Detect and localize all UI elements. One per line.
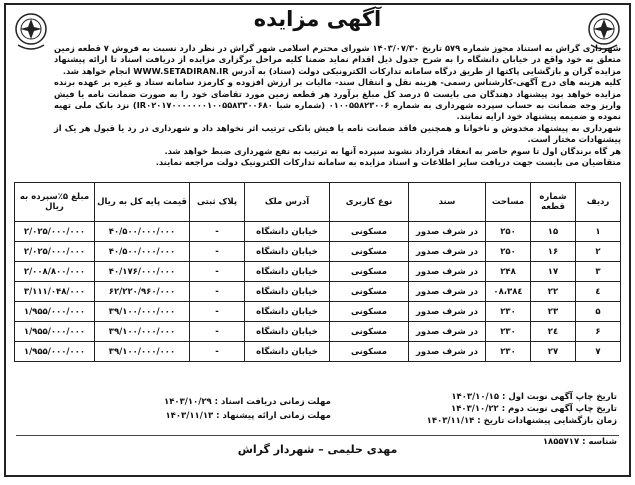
table-cell: - bbox=[190, 242, 245, 262]
table-cell: ۲/۰۲۵/۰۰۰/۰۰۰ bbox=[15, 242, 95, 262]
table-cell: ۱/۹۵۵/۰۰۰/۰۰۰ bbox=[15, 302, 95, 322]
table-cell: در شرف صدور bbox=[409, 342, 486, 362]
table-cell: ۲/۰۰۸/۸۰۰/۰۰۰ bbox=[15, 262, 95, 282]
land-parcels-table bbox=[14, 182, 621, 362]
table-cell: ۳ bbox=[576, 262, 621, 282]
table-cell: خیابان دانشگاه bbox=[245, 242, 330, 262]
table-cell: خیابان دانشگاه bbox=[245, 262, 330, 282]
table-cell: ۶۲/۲۲۰/۹۶۰/۰۰۰ bbox=[95, 282, 190, 302]
table-cell: ۲۳۰ bbox=[486, 302, 531, 322]
table-cell: ۵ bbox=[576, 302, 621, 322]
paragraph-forfeit: هر گاه برندگان اول تا سوم حاضر به انعقاد قرارداد نشوند سپرده آنها به ترتیب به نفع شهرداری ضبط خواهد شد. bbox=[164, 145, 621, 156]
table-cell: در شرف صدور bbox=[409, 282, 486, 302]
column-header: ردیف bbox=[576, 183, 621, 222]
column-header: قیمت پایه کل به ریال bbox=[95, 183, 190, 222]
paragraph-info: متقاضیان می بایست جهت دریافت سایر اطلاعات و اسناد مزایده به سامانه تدارکات الکترونیک دولت مراجعه نمایند. bbox=[155, 157, 621, 168]
table-cell: ۳/۱۱۱/۰۴۸/۰۰۰ bbox=[15, 282, 95, 302]
column-header: سند bbox=[409, 183, 486, 222]
table-cell: خیابان دانشگاه bbox=[245, 342, 330, 362]
table-cell: ۳۸٤،۰۸ bbox=[486, 282, 531, 302]
table-cell: ۳۹/۱۰۰/۰۰۰/۰۰۰ bbox=[95, 342, 190, 362]
print-date-first: تاریخ چاپ آگهی نوبت اول : ۱۴۰۳/۱۰/۱۵ bbox=[451, 392, 617, 402]
table-cell: ۲۴۸ bbox=[486, 262, 531, 282]
dates-left-column bbox=[164, 395, 331, 423]
table-cell: ۱/۹۵۵/۰۰۰/۰۰۰ bbox=[15, 342, 95, 362]
table-cell: در شرف صدور bbox=[409, 262, 486, 282]
table-cell: - bbox=[190, 302, 245, 322]
table-cell: - bbox=[190, 222, 245, 242]
table-cell: مسکونی bbox=[330, 262, 409, 282]
table-cell: - bbox=[190, 342, 245, 362]
table-cell: ۶ bbox=[576, 322, 621, 342]
table-cell: ۱/۹۵۵/۰۰۰/۰۰۰ bbox=[15, 322, 95, 342]
table-cell: ۲۳ bbox=[531, 302, 576, 322]
table-cell: ۷ bbox=[576, 342, 621, 362]
table-header-row bbox=[15, 183, 621, 222]
signature-line: مهدی حلیمی – شهردار گراش bbox=[237, 443, 398, 456]
table-cell: ۱۷ bbox=[531, 262, 576, 282]
table-cell: ۱ bbox=[576, 222, 621, 242]
deadline-documents: مهلت زمانی دریافت اسناد : ۱۴۰۳/۱۰/۲۹ bbox=[164, 397, 331, 407]
table-row bbox=[15, 342, 621, 362]
table-row bbox=[15, 262, 621, 282]
table-cell: ۲۳۰ bbox=[486, 342, 531, 362]
table-cell: در شرف صدور bbox=[409, 322, 486, 342]
table-cell: ۴۰/۱۷۶/۰۰۰/۰۰۰ bbox=[95, 262, 190, 282]
table-cell: ٤ bbox=[576, 282, 621, 302]
paragraph-rejection: شهرداری به پیشنهاد مخدوش و ناخوانا و همچنین فاقد ضمانت نامه یا فیش بانکی ترتیب اثر نخواهد داد و شهرداری در رد یا قبول هر یک از پیشنهادات مختار است. bbox=[54, 122, 621, 145]
table-cell: - bbox=[190, 262, 245, 282]
table-cell: ۲٤ bbox=[531, 322, 576, 342]
table-cell: خیابان دانشگاه bbox=[245, 302, 330, 322]
paragraph-intro-end: انجام خواهد شد. bbox=[62, 65, 131, 76]
page-title: آگهی مزایده bbox=[253, 7, 382, 31]
table-cell: ۳۹/۱۰۰/۰۰۰/۰۰۰ bbox=[95, 302, 190, 322]
table-cell: ۴۰/۵۰۰/۰۰۰/۰۰۰ bbox=[95, 222, 190, 242]
table-cell: مسکونی bbox=[330, 302, 409, 322]
dates-section bbox=[14, 391, 621, 435]
opening-date: زمان بازگشایی پیشنهادات تاریخ : ۱۴۰۳/۱۱/۱۴ bbox=[426, 416, 617, 426]
table-cell: مسکونی bbox=[330, 222, 409, 242]
table-cell: مسکونی bbox=[330, 342, 409, 362]
paragraph-intro: شهرداری گراش به استناد مجوز شماره ۵۷۹ تاریخ ۱۴۰۳/۰۷/۳۰ شورای محترم اسلامی شهر گراش در نظر دارد نسبت به فروش ۷ قطعه زمین متعلق به خود واقع در خیابان دانشگاه را به شرح جدول ذیل اقدام نماید ضمنا کلیه مراحل برگزاری مزایده از دریافت اسناد تا ارائه پیشنهاد مزایده گران و بازگشایی پاکتها از طریق درگاه سامانه تدارکات الکترونیکی دولت (ستاد) به آدرس bbox=[54, 43, 621, 76]
column-header: آدرس ملک bbox=[245, 183, 330, 222]
announcement-body bbox=[54, 43, 621, 168]
paragraph-terms bbox=[54, 43, 621, 77]
divider bbox=[16, 435, 619, 436]
column-header: مساحت bbox=[486, 183, 531, 222]
table-row bbox=[15, 302, 621, 322]
column-header: شماره قطعه bbox=[531, 183, 576, 222]
table-cell: ۲ bbox=[576, 242, 621, 262]
table-row bbox=[15, 282, 621, 302]
table-cell: ۲/۰۲۵/۰۰۰/۰۰۰ bbox=[15, 222, 95, 242]
table-cell: مسکونی bbox=[330, 282, 409, 302]
paragraph-costs: کلیه هزینه های درج آگهی-کارشناس رسمی- هزینه نقل و انتقال سند- مالیات بر ارزش افزوده و کارمزد سامانه ستاد و غیره بر عهده برنده مزایده خواهد بود پیشنهاد دهندگان می بایست ۵ درصد کل مبلغ برآورد هر قطعه زمین مورد تقاضای خود را به صورت ضمانت نامه یا فیش واریز وجه ضمانت به حساب سپرده شهرداری به شماره ۰۱۰۰۵۵۸۲۳۰۰۶ (شماره شبا IR۰۲۰۱۷۰۰۰۰۰۰۰۱۰۰۵۵۸۳۳۰۰۶۸۰) نزد بانک ملی تهیه نموده و ضمیمه پیشنهاد خود ارایه نمایند. bbox=[54, 77, 621, 122]
print-date-second: تاریخ چاپ آگهی نوبت دوم : ۱۴۰۳/۱۰/۲۲ bbox=[451, 404, 617, 414]
table-cell: ۲۵۰ bbox=[486, 222, 531, 242]
website-link[interactable]: WWW.SETADIRAN.IR bbox=[133, 65, 229, 76]
dates-right-column bbox=[427, 391, 617, 427]
table-cell: - bbox=[190, 322, 245, 342]
deadline-offers: مهلت زمانی ارائه پیشنهاد : ۱۴۰۳/۱۱/۱۳ bbox=[165, 411, 331, 421]
table-cell: ۲۷ bbox=[531, 342, 576, 362]
table-cell: در شرف صدور bbox=[409, 222, 486, 242]
table-cell: ۲۳۰ bbox=[486, 322, 531, 342]
table-cell: - bbox=[190, 282, 245, 302]
table-cell: ۱۶ bbox=[531, 242, 576, 262]
table-row bbox=[15, 322, 621, 342]
table-cell: مسکونی bbox=[330, 242, 409, 262]
table-cell: در شرف صدور bbox=[409, 242, 486, 262]
column-header: نوع کاربری bbox=[330, 183, 409, 222]
table-cell: ۱۵ bbox=[531, 222, 576, 242]
reference-number: شناسه : ۱۸۵۵۷۱۷ bbox=[542, 437, 617, 447]
table-cell: ۲۵۰ bbox=[486, 242, 531, 262]
column-header: پلاک ثبتی bbox=[190, 183, 245, 222]
column-header: مبلغ ۵٪سپرده به ریال bbox=[15, 183, 95, 222]
table-row bbox=[15, 242, 621, 262]
table-cell: خیابان دانشگاه bbox=[245, 282, 330, 302]
table-row bbox=[15, 222, 621, 242]
table-cell: ۴۰/۵۰۰/۰۰۰/۰۰۰ bbox=[95, 242, 190, 262]
table-cell: خیابان دانشگاه bbox=[245, 322, 330, 342]
table-cell: در شرف صدور bbox=[409, 302, 486, 322]
table-cell: خیابان دانشگاه bbox=[245, 222, 330, 242]
table-cell: ۳۹/۱۰۰/۰۰۰/۰۰۰ bbox=[95, 322, 190, 342]
table-cell: مسکونی bbox=[330, 322, 409, 342]
table-cell: ۲۲ bbox=[531, 282, 576, 302]
advertisement-page bbox=[4, 3, 631, 477]
